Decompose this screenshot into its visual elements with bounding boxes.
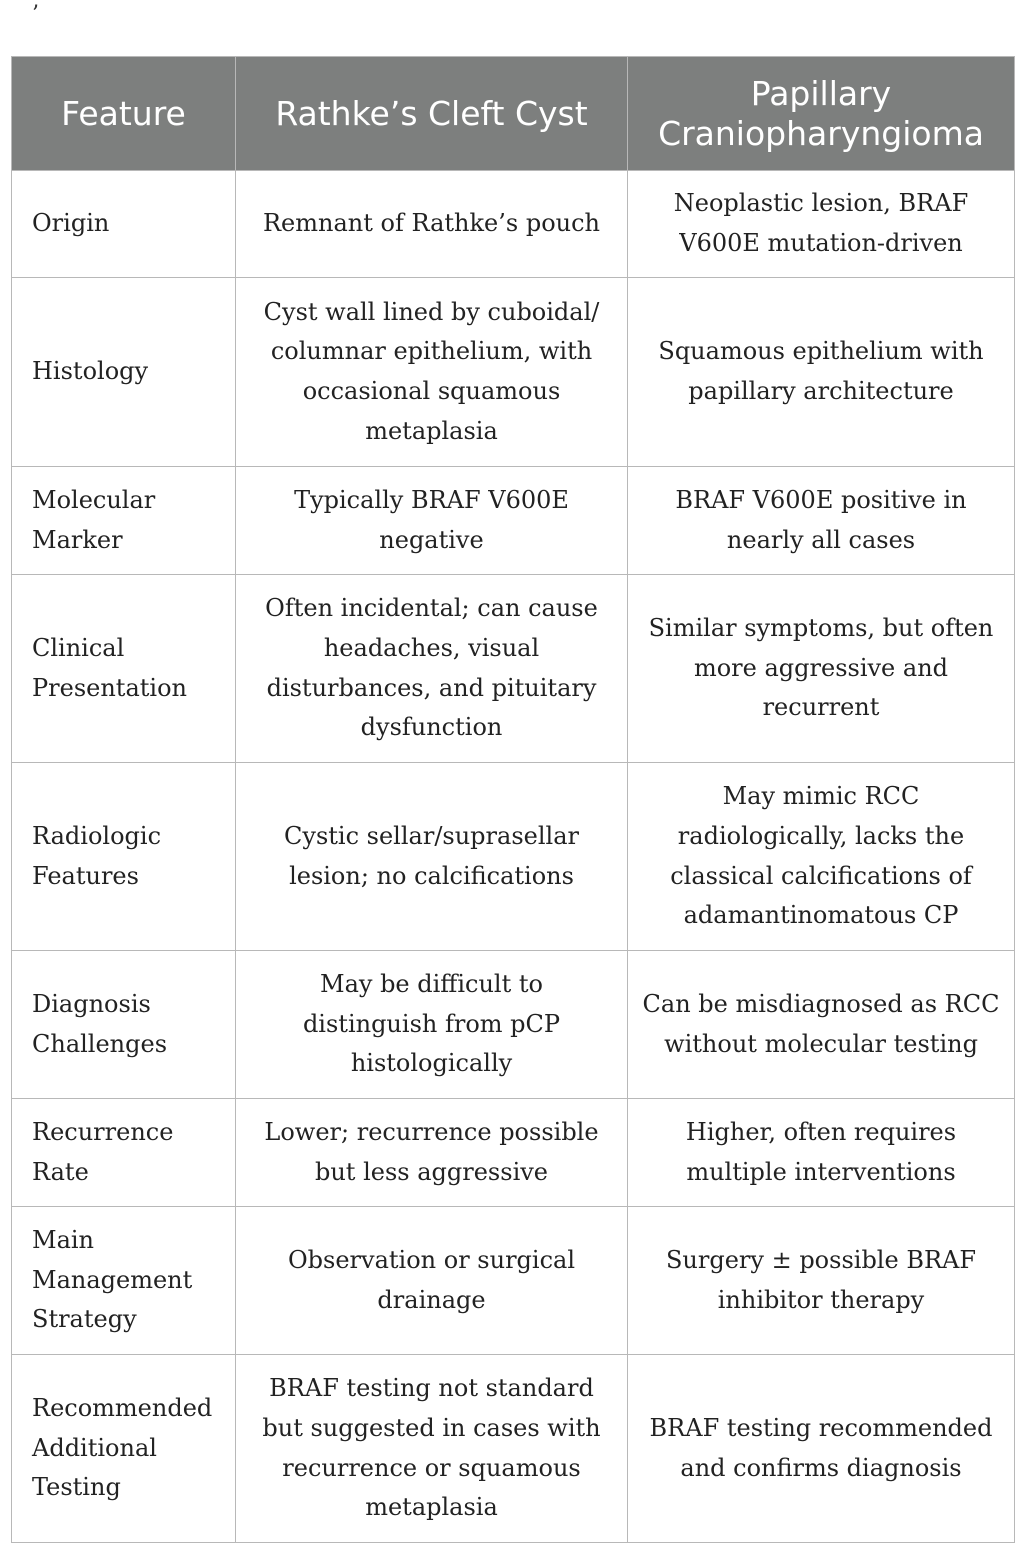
- pcp-cell: May mimic RCC radiologically, lacks the classical calcifications of adamantinomatous CP: [628, 763, 1015, 951]
- pcp-cell: BRAF testing recommended and confirms diagnosis: [628, 1355, 1015, 1543]
- pcp-cell: Squamous epithelium with papillary architecture: [628, 278, 1015, 467]
- feature-cell: Recommended Additional Testing: [12, 1355, 236, 1543]
- rcc-cell: Lower; recurrence possible but less aggressive: [236, 1099, 628, 1207]
- table-header: [12, 57, 1015, 171]
- table-row: [12, 1099, 1015, 1207]
- pcp-cell: Similar symptoms, but often more aggressive and recurrent: [628, 575, 1015, 763]
- pcp-cell: Higher, often requires multiple interventions: [628, 1099, 1015, 1207]
- feature-cell: Diagnosis Challenges: [12, 951, 236, 1099]
- header-rathkes-cleft-cyst: Rathke’s Cleft Cyst: [236, 57, 628, 171]
- rcc-cell: BRAF testing not standard but suggested in cases with recurrence or squamous metaplasia: [236, 1355, 628, 1543]
- table-row: [12, 1207, 1015, 1355]
- table-row: [12, 278, 1015, 467]
- rcc-cell: Cystic sellar/suprasellar lesion; no calcifications: [236, 763, 628, 951]
- table-body: [12, 171, 1015, 1543]
- rcc-cell: Remnant of Rathke’s pouch: [236, 171, 628, 278]
- table-row: [12, 951, 1015, 1099]
- feature-cell: Clinical Presentation: [12, 575, 236, 763]
- rcc-cell: May be difficult to distinguish from pCP histologically: [236, 951, 628, 1099]
- rcc-cell: Cyst wall lined by cuboidal/ columnar epithelium, with occasional squamous metaplasia: [236, 278, 628, 467]
- stray-apostrophe-mark: ’: [32, 2, 39, 27]
- rcc-cell: Observation or surgical drainage: [236, 1207, 628, 1355]
- table-row: [12, 575, 1015, 763]
- header-papillary-craniopharyngioma: Papillary Craniopharyngioma: [628, 57, 1015, 171]
- feature-cell: Histology: [12, 278, 236, 467]
- rcc-cell: Often incidental; can cause headaches, visual disturbances, and pituitary dysfunction: [236, 575, 628, 763]
- table-row: [12, 467, 1015, 575]
- feature-cell: Molecular Marker: [12, 467, 236, 575]
- pcp-cell: Surgery ± possible BRAF inhibitor therapy: [628, 1207, 1015, 1355]
- header-row: [12, 57, 1015, 171]
- feature-cell: Origin: [12, 171, 236, 278]
- rcc-cell: Typically BRAF V600E negative: [236, 467, 628, 575]
- table-row: [12, 1355, 1015, 1543]
- comparison-table: [11, 56, 1015, 1543]
- pcp-cell: Can be misdiagnosed as RCC without molecular testing: [628, 951, 1015, 1099]
- table-row: [12, 171, 1015, 278]
- feature-cell: Main Management Strategy: [12, 1207, 236, 1355]
- pcp-cell: BRAF V600E positive in nearly all cases: [628, 467, 1015, 575]
- feature-cell: Radiologic Features: [12, 763, 236, 951]
- pcp-cell: Neoplastic lesion, BRAF V600E mutation-driven: [628, 171, 1015, 278]
- header-feature: Feature: [12, 57, 236, 171]
- table-row: [12, 763, 1015, 951]
- feature-cell: Recurrence Rate: [12, 1099, 236, 1207]
